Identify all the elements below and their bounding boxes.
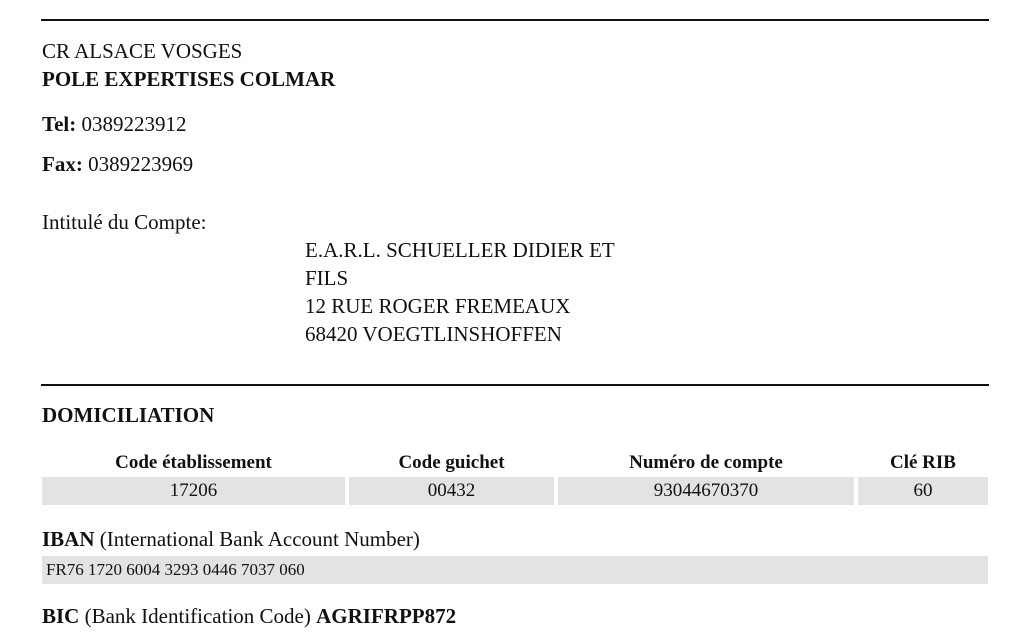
rib-header-row [42,449,988,477]
holder-line-2: FILS [305,266,349,290]
bank-branch: POLE EXPERTISES COLMAR [42,67,336,91]
holder-line-3: 12 RUE ROGER FREMEAUX [305,294,571,318]
value-code-guichet: 00432 [349,477,554,505]
tel-line [42,111,186,137]
iban-label: IBAN [42,527,95,551]
mid-divider [41,384,989,386]
fax-value: 0389223969 [88,152,194,176]
bic-value: AGRIFRPP872 [316,604,457,628]
col-numero-compte: Numéro de compte [629,452,783,473]
holder-line-1: E.A.R.L. SCHUELLER DIDIER ET [305,238,615,262]
fax-label: Fax: [42,152,83,176]
fax-line [42,151,193,177]
rib-value-row [42,477,988,505]
rib-table [38,449,992,505]
col-cle-rib: Clé RIB [890,452,956,473]
bic-description: (Bank Identification Code) [84,604,311,628]
value-cle-rib: 60 [858,477,988,505]
tel-label: Tel: [42,112,77,136]
account-label: Intitulé du Compte: [42,210,207,234]
bic-label: BIC [42,604,80,628]
col-code-guichet: Code guichet [398,452,505,473]
col-code-etablissement: Code établissement [115,452,272,473]
iban-description: (International Bank Account Number) [99,527,420,551]
value-numero-compte: 93044670370 [558,477,854,505]
value-code-etablissement: 17206 [42,477,345,505]
bank-name: CR ALSACE VOSGES [42,39,243,63]
iban-value: FR76 1720 6004 3293 0446 7037 060 [42,556,988,584]
tel-value: 0389223912 [81,112,187,136]
bic-line [42,603,456,629]
domiciliation-title: DOMICILIATION [42,403,215,427]
top-divider [41,19,989,21]
holder-line-4: 68420 VOEGTLINSHOFFEN [305,322,562,346]
iban-heading [42,526,420,552]
